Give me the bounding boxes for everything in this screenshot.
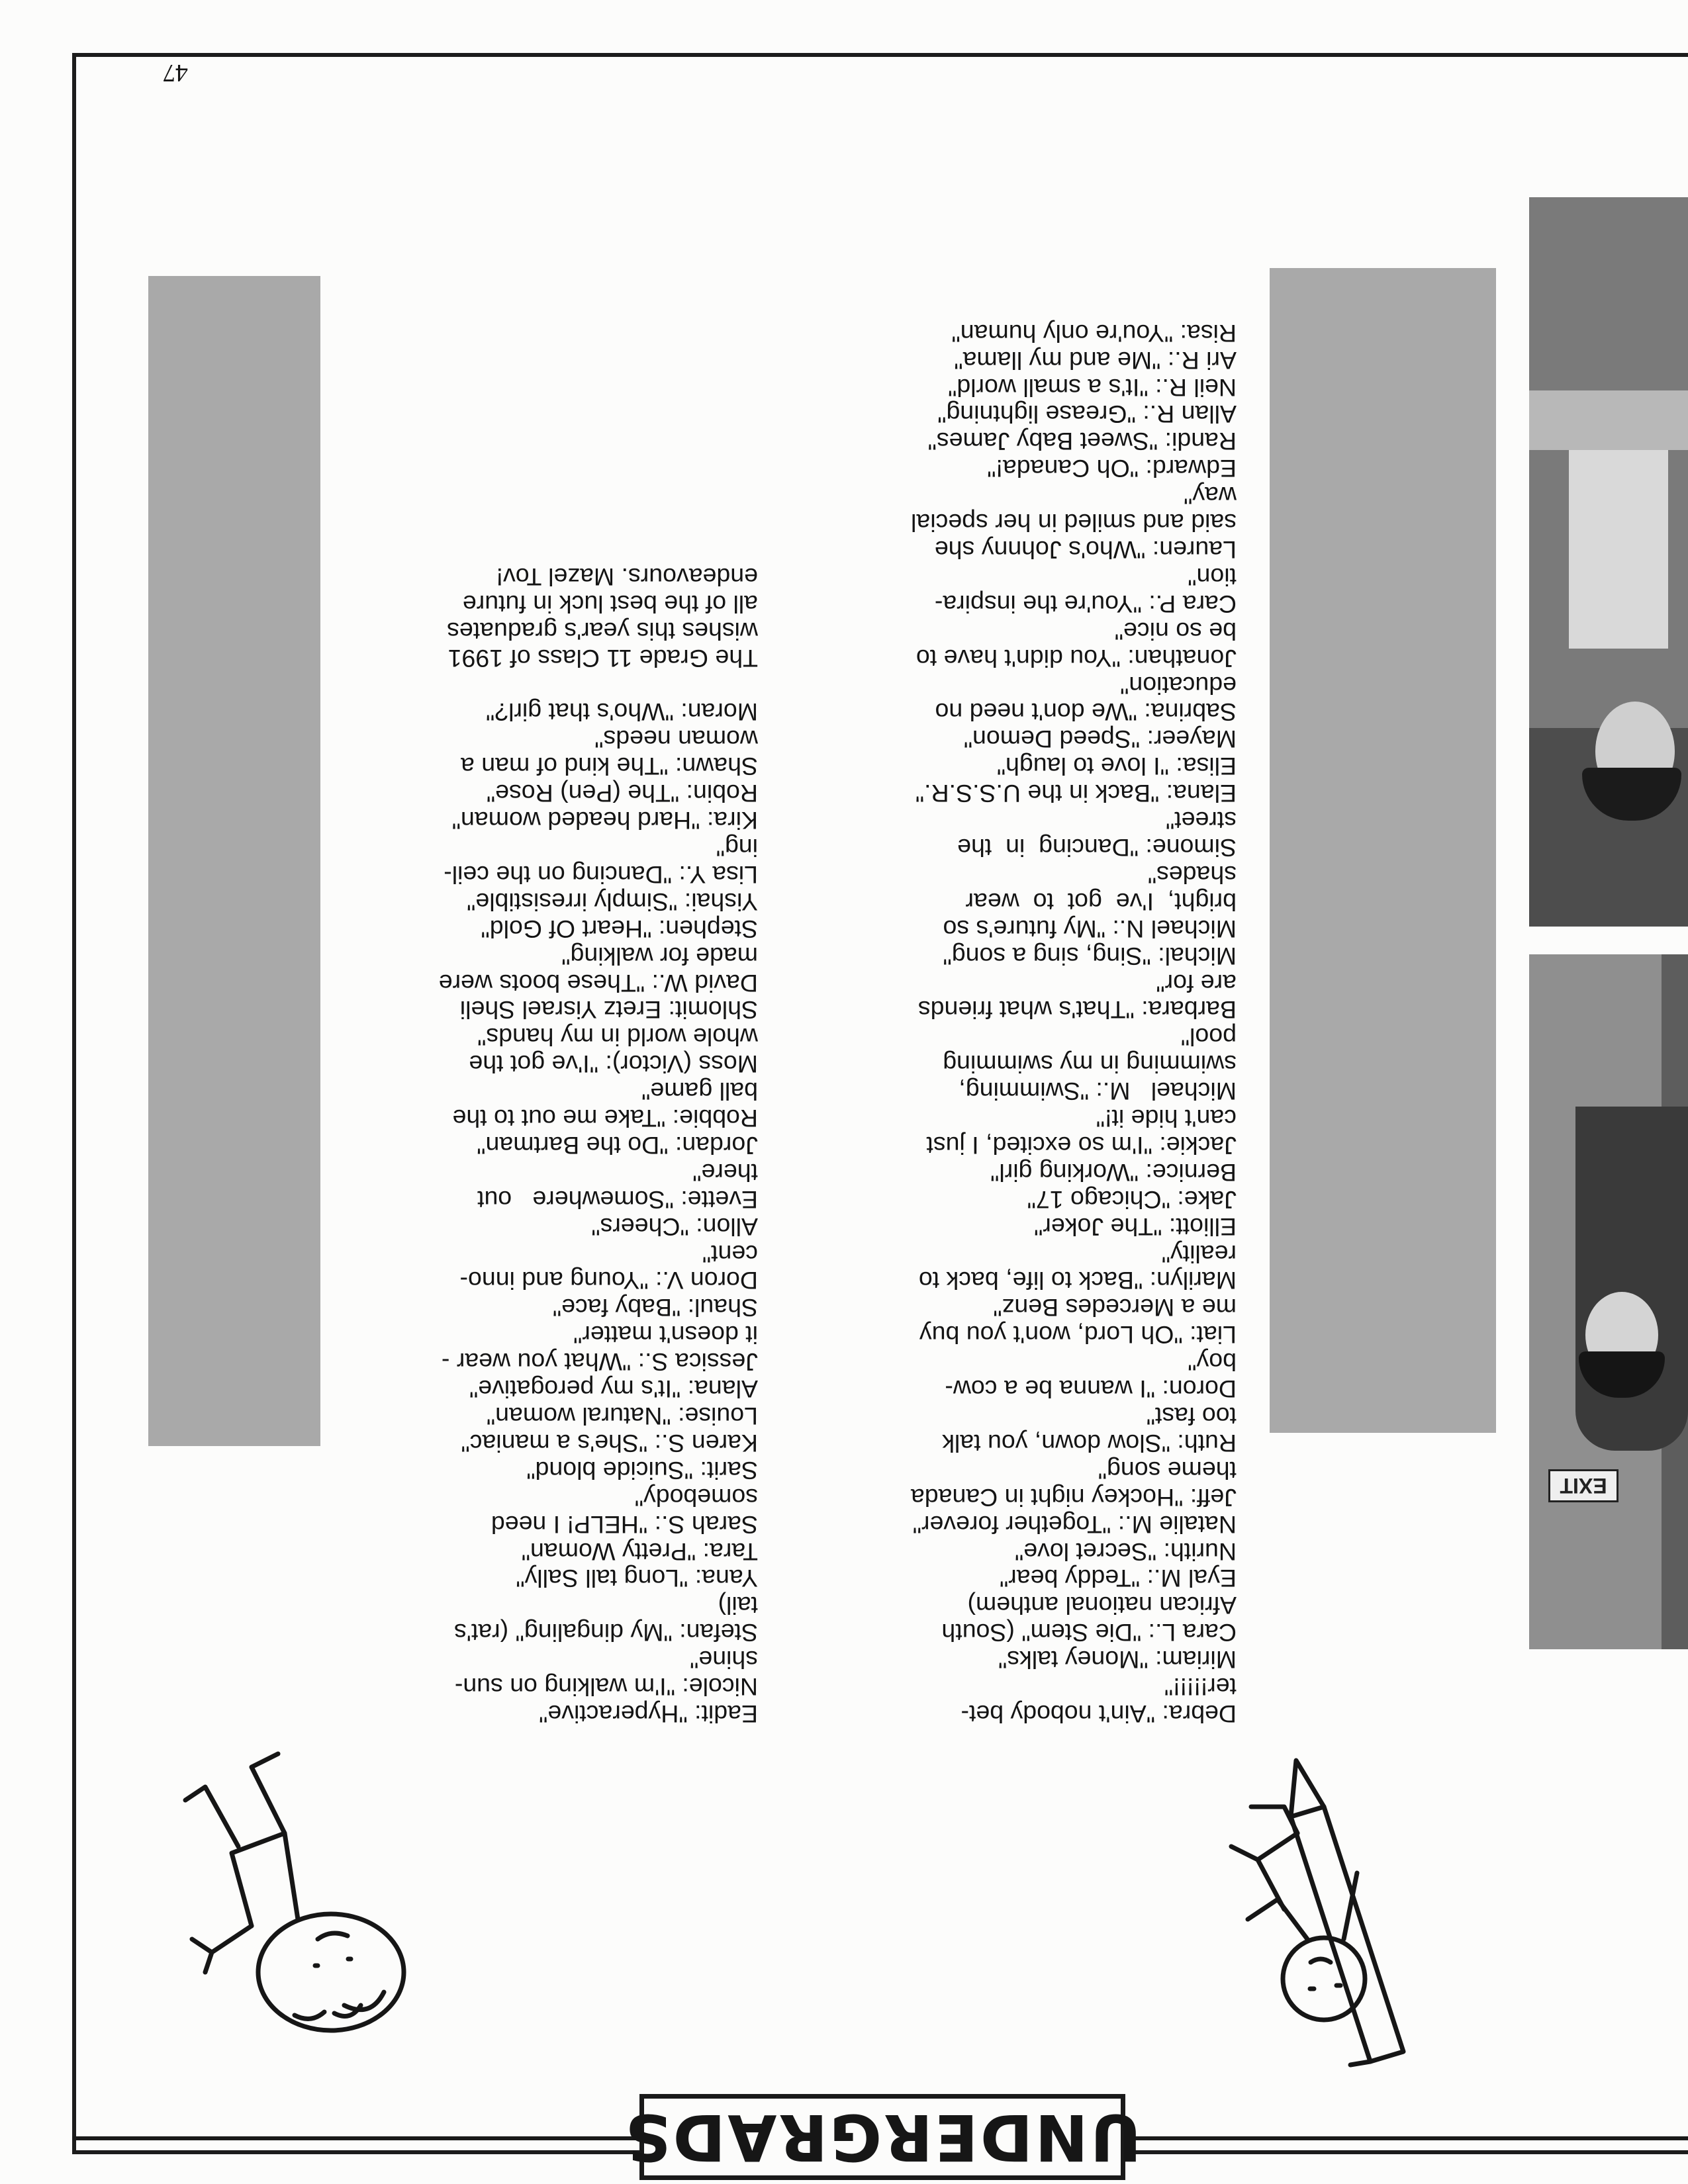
right-column-line: shine": [690, 1646, 758, 1674]
left-column-line: Ari R.: "Me and my llama": [954, 346, 1237, 375]
right-column-line: Moss (Victor): "I've got the: [469, 1050, 758, 1079]
right-column-line: wishes this year's graduates: [447, 617, 758, 645]
left-column-line: Michal: "Sing, sing a song": [943, 942, 1237, 970]
left-column-line: theme song": [1098, 1456, 1237, 1484]
left-column-line: Miriam: "Money talks": [998, 1646, 1237, 1674]
right-column-line: Moran: "Who's that girl?": [485, 698, 758, 727]
left-column-line: Barbara: "That's what friends: [917, 996, 1237, 1024]
left-column-line: boy": [1188, 1348, 1237, 1377]
right-column-line: Yana: "Long tall Sally": [516, 1565, 758, 1593]
right-column-line: Karen S.: "She's a maniac": [461, 1429, 758, 1457]
right-column-line: Shaul: "Baby face": [552, 1294, 758, 1322]
left-column-line: shades": [1147, 860, 1237, 889]
right-column-line: made for walking": [561, 942, 758, 970]
left-column-line: too fast": [1146, 1402, 1237, 1431]
right-column-line: Tara: "Pretty Woman": [521, 1537, 758, 1566]
gray-band-left: [1270, 268, 1496, 1433]
left-column-line: tion": [1188, 563, 1237, 591]
left-column-line: education": [1120, 671, 1237, 700]
photo-bench: [1529, 390, 1688, 450]
right-column-line: endeavours. Mazel Tov!: [496, 563, 758, 591]
left-column-line: Eyal M.: "Teddy bear": [999, 1565, 1237, 1593]
right-column-line: Jordan: "Do the Bartman": [477, 1131, 758, 1160]
left-column-line: pool": [1180, 1023, 1237, 1052]
left-column-line: Simone: "Dancing in the: [957, 834, 1237, 862]
right-column-line: Shawn: "The kind of man a: [461, 752, 758, 781]
right-column-line: Jessica S.: "What you wear -: [441, 1348, 758, 1377]
banner-rule-right: [72, 2136, 639, 2140]
right-column-line: Kira: "Hard headed woman": [451, 807, 758, 835]
right-column-line: Lisa Y.: "Dancing on the ceil-: [444, 860, 758, 889]
frame-top-rule: [72, 53, 1688, 57]
right-column-line: Nicole: "I'm walking on sun-: [454, 1673, 758, 1702]
left-column-line: Risa: "You're only human": [951, 319, 1237, 347]
left-column-line: Sabrina: "We don't need no: [935, 698, 1237, 727]
left-column-line: street": [1165, 807, 1237, 835]
left-column-line: Jake: "Chicago 17": [1027, 1185, 1237, 1214]
section-banner: [623, 2094, 1142, 2180]
doodle-student-with-pencil-icon: [1211, 1714, 1450, 2071]
right-column-line: cent": [702, 1240, 758, 1268]
banner-rule-left: [1125, 2136, 1688, 2140]
left-column-line: Edward: "Oh Canada!": [987, 455, 1237, 483]
photo-student-with-exit-sign: [1529, 954, 1688, 1649]
right-column-line: there": [692, 1158, 758, 1187]
photo-legs: [1569, 450, 1668, 649]
section-title: UNDERGRADS: [623, 2100, 1142, 2174]
left-column-line: swimming in my swimming: [943, 1050, 1237, 1079]
left-column-line: Randi: "Sweet Baby James": [927, 428, 1237, 456]
left-column-line: Michael N.: "My future's so: [943, 915, 1237, 943]
doodle-running-figure-icon: [159, 1707, 424, 2052]
page-number: 47: [163, 59, 188, 87]
left-column-line: ter!!!!!": [1164, 1673, 1237, 1702]
left-column-line: Jackie: "I'm so excited, I just: [926, 1131, 1237, 1160]
left-column-line: Michael M.: "Swimming,: [959, 1077, 1237, 1106]
right-column-line: Louise: "Natural woman": [486, 1402, 758, 1431]
left-column-line: can't hide it!": [1096, 1105, 1237, 1133]
right-column-line: Allon: "Cheers": [591, 1212, 758, 1241]
right-column-line: Eadit: "Hyperactive": [539, 1700, 758, 1728]
right-column-line: Robbie: "Take me out to the: [452, 1105, 758, 1133]
left-column-line: way": [1184, 482, 1237, 510]
left-column-line: Jonathan: "You didn't have to: [915, 644, 1237, 672]
left-column-line: Debra: "Ain't nobody bet-: [961, 1700, 1237, 1728]
right-column-line: whole world in my hands": [477, 1023, 758, 1052]
right-column-line: all of the best luck in future: [462, 590, 758, 618]
left-column-line: Doron: "I wanna be a cow-: [945, 1375, 1237, 1404]
right-column-line: woman needs": [594, 725, 758, 754]
right-column-line: ball game": [641, 1077, 758, 1106]
left-column-line: are for": [1156, 969, 1237, 997]
left-column-line: me a Mercedes Benz": [993, 1294, 1237, 1322]
quotes-column-right: [348, 563, 758, 1727]
left-column-line: reality": [1161, 1240, 1237, 1268]
left-column-line: Jeff: "Hockey night in Canada: [910, 1483, 1237, 1512]
left-column-line: Lauren: "Who's Johnny she: [934, 536, 1237, 565]
right-column-line: Evette: "Somewhere out: [477, 1185, 758, 1214]
frame-left-rule: [72, 53, 76, 2154]
right-column-line: [348, 672, 758, 699]
left-column-line: Mayeer: "Speed Demon": [963, 725, 1237, 754]
left-column-line: Natalie M.: "Together forever": [912, 1510, 1237, 1539]
left-column-line: said and smiled in her special: [911, 509, 1237, 537]
right-column-line: Robin: "The (Pen) Rose": [486, 780, 758, 808]
right-column-line: it doesn't matter": [573, 1321, 758, 1349]
right-column-line: Yishai: "Simply irresistible": [467, 887, 758, 916]
right-column-line: David W.: "These boots were: [438, 969, 758, 997]
left-column-line: Elisa: "I love to laugh": [996, 752, 1237, 781]
left-column-line: Elana: "Back in the U.S.S.R.": [915, 780, 1237, 808]
right-column-line: ing": [716, 834, 758, 862]
exit-sign: EXIT: [1548, 1469, 1618, 1502]
photo-two-students: [1529, 197, 1688, 927]
right-column-line: Stephen: "Heart Of Gold": [481, 915, 758, 943]
left-column-line: Cara L.: "Die Stem" (South: [941, 1619, 1237, 1647]
right-column-line: Sarah S.: "HELP! I need: [491, 1510, 758, 1539]
right-column-line: Sarit: "Suicide blond": [526, 1456, 758, 1484]
left-column-line: bright, I've got to wear: [965, 887, 1237, 916]
right-column-line: Stefan: "My dingaling" (rat's: [454, 1619, 758, 1647]
left-column-line: be so nice": [1114, 617, 1237, 645]
left-column-line: Cara P.: "You're the inspira-: [934, 590, 1237, 618]
left-column-line: Bernice: "Working girl": [990, 1158, 1237, 1187]
right-column-line: Doron V.: "Young and inno-: [459, 1267, 758, 1295]
left-column-line: Elliott: "The Joker": [1034, 1212, 1237, 1241]
right-column-line: Alana: "It's my perogative": [469, 1375, 758, 1404]
left-column-line: Liat: "Oh Lord, won't you buy: [919, 1321, 1237, 1349]
left-column-line: African national anthem): [967, 1592, 1237, 1620]
gray-band-right: [148, 276, 320, 1446]
photo-figure: [1575, 1107, 1688, 1451]
right-column-line: Shlomit: Eretz Yisrael Sheli: [459, 996, 758, 1024]
quotes-column-left: [780, 320, 1237, 1727]
right-column-line: The Grade 11 Class of 1991: [447, 644, 758, 672]
right-column-line: tail): [718, 1592, 758, 1620]
right-column-line: somebody": [634, 1483, 758, 1512]
left-column-line: Marilyn: "Back to life, back to: [918, 1267, 1237, 1295]
left-column-line: Allan R.: "Grease lightning": [937, 400, 1237, 429]
left-column-line: Neil R.: "It's a small world": [948, 373, 1237, 402]
left-column-line: Nurith: "Secret love": [1014, 1537, 1237, 1566]
left-column-line: Ruth: "Slow down, you talk: [942, 1429, 1237, 1457]
